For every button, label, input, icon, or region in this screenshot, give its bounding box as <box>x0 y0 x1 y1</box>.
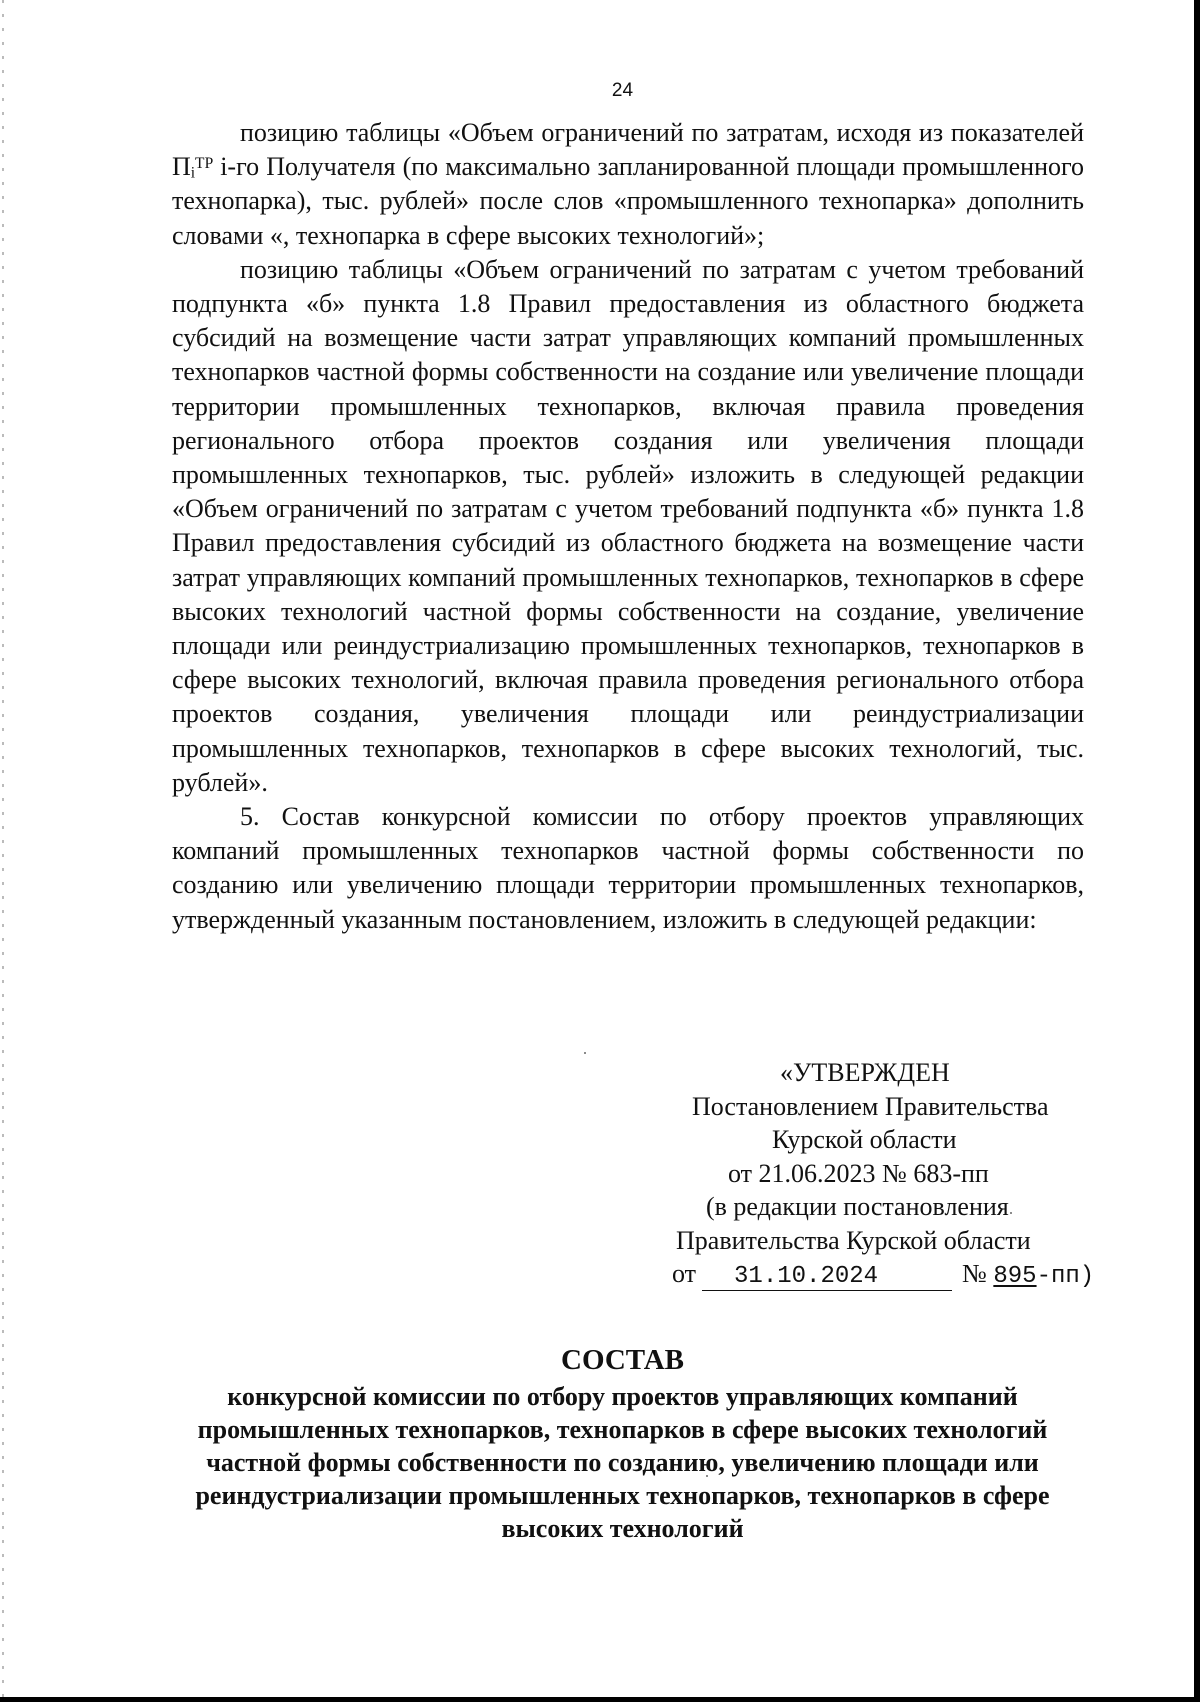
paragraph-table-position-2: позицию таблицы «Объем ограничений по затратам с учетом требований подпункта «б» пункта 1.8 Правил предоставления из областного бюджета субсидий на возмещение части затрат управляющих компаний промышленных технопарков частной формы собственности на создание или увеличение площади территории промышленных технопарков, включая правила проведения регионального отбора проектов создания или увеличения площади промышленных технопарков, тыс. рублей» изложить в следующей редакции «Объем ограничений по затратам с учетом требований подпункта «б» пункта 1.8 Правил предоставления субсидий из областного бюджета на возмещение части затрат управляющих компаний промышленных технопарков, технопарков в сфере высоких технологий частной формы собственности на создание, увеличение площади или реиндустриализацию промышленных технопарков, технопарков в сфере высоких технологий, включая правила проведения регионального отбора проектов создания, увеличения площади или реиндустриализации промышленных технопарков, технопарков в сфере высоких технологий, тыс. рублей». <box>172 254 1084 797</box>
date-field: 31.10.2024 <box>702 1264 952 1291</box>
composition-subtitle: конкурсной комиссии по отбору проектов управляющих компаний промышленных технопарков, технопарков в сфере высоких технологий частной формы собственности по созданию, увеличению площади или реиндустриализации промышленных технопарков, технопарков в сфере высоких технологий <box>195 1382 1050 1543</box>
approval-line: Правительства Курской области <box>676 1225 1031 1255</box>
paragraph-table-position-1: позицию таблицы «Объем ограничений по затратам, исходя из показателей Пᵢᵀᴾ i-го Получателя (по максимально запланированной площади промышленного технопарка), тыс. рублей» после слов «промышленного технопарка» дополнить словами «, технопарка в сфере высоких технологий»; <box>172 118 1084 250</box>
date-prefix: от <box>672 1259 697 1288</box>
document-body <box>172 116 1084 937</box>
approval-line: Постановлением Правительства <box>692 1091 1049 1121</box>
approval-original-resolution: от 21.06.2023 № 683-пп <box>728 1158 989 1188</box>
scan-speck <box>584 1052 586 1054</box>
scan-bottom-border <box>0 1697 1200 1702</box>
number-prefix: № <box>962 1259 987 1288</box>
number-suffix: -пп) <box>1036 1263 1095 1290</box>
composition-title-block <box>0 1340 1200 1545</box>
page-number: 24 <box>611 80 634 101</box>
number-field: 895 <box>993 1263 1037 1290</box>
approval-stamp-block <box>620 1056 1170 1294</box>
composition-title: СОСТАВ <box>561 1344 684 1376</box>
approval-date-number-line <box>620 1257 1170 1294</box>
approval-line: (в редакции постановления <box>706 1192 1009 1221</box>
approval-line: Курской области <box>772 1125 957 1154</box>
paragraph-item-5: 5. Состав конкурсной комиссии по отбору проектов управляющих компаний промышленных технопарков частной формы собственности по созданию или увеличению площади территории промышленных технопарков, утвержденный указанным постановлением, изложить в следующей редакции: <box>172 802 1084 934</box>
approval-heading: «УТВЕРЖДЕН <box>780 1058 950 1087</box>
